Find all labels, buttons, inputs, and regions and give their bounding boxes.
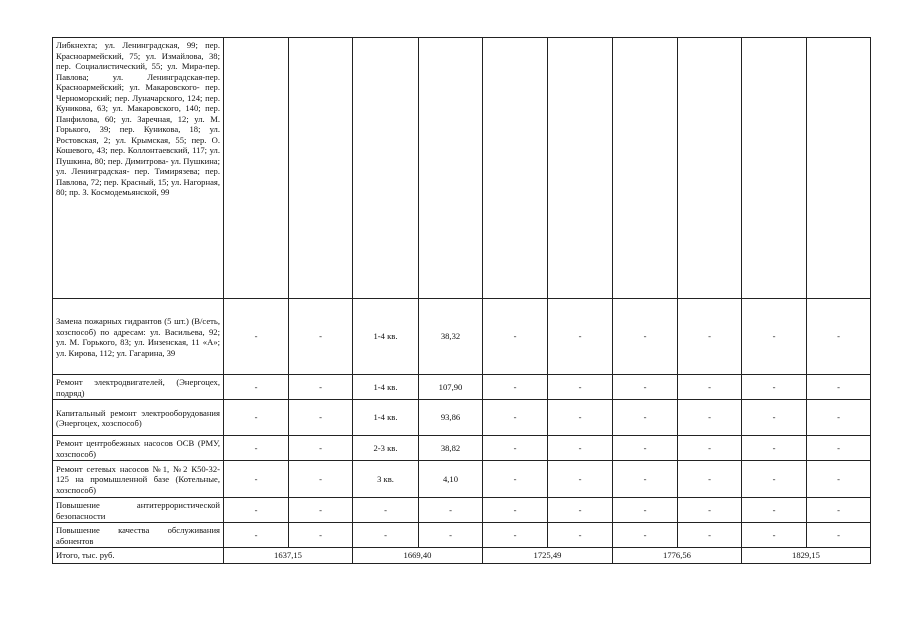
table-cell: - — [613, 436, 678, 461]
table-cell: - — [807, 461, 871, 498]
table-cell: - — [548, 375, 613, 400]
table-cell: - — [742, 436, 807, 461]
table-cell: - — [548, 436, 613, 461]
table-row — [53, 375, 871, 400]
table-cell: - — [289, 436, 353, 461]
total-value: 1669,40 — [353, 548, 483, 564]
row-description: Ремонт сетевых насосов №1, №2 К50-32-125 на промышленной базе (Котельные, хозспособ) — [53, 461, 224, 498]
row-description: Ремонт центробежных насосов ОСВ (РМУ, хозспособ) — [53, 436, 224, 461]
table-cell: - — [224, 523, 289, 548]
table-cell: - — [742, 523, 807, 548]
table-cell: - — [289, 523, 353, 548]
table-cell: - — [613, 400, 678, 436]
table-cell: - — [548, 498, 613, 523]
table-cell: 38,32 — [419, 299, 483, 375]
table-cell: - — [289, 461, 353, 498]
table-cell: 4,10 — [419, 461, 483, 498]
table-cell: - — [419, 523, 483, 548]
table-cell: - — [483, 436, 548, 461]
total-label: Итого, тыс. руб. — [53, 548, 224, 564]
table-cell — [678, 38, 742, 299]
table-cell — [483, 38, 548, 299]
table-cell — [353, 38, 419, 299]
table-cell: - — [548, 523, 613, 548]
table-cell: - — [483, 299, 548, 375]
table-cell: - — [483, 498, 548, 523]
table-row — [53, 523, 871, 548]
table-cell: - — [548, 461, 613, 498]
table-cell: 93,86 — [419, 400, 483, 436]
table-row — [53, 38, 871, 299]
table-cell: - — [807, 299, 871, 375]
table-row — [53, 299, 871, 375]
table-cell: - — [742, 461, 807, 498]
table-cell: - — [289, 299, 353, 375]
table-cell: - — [742, 400, 807, 436]
table-cell: - — [224, 461, 289, 498]
table-cell — [548, 38, 613, 299]
table-cell: - — [613, 299, 678, 375]
table-cell: - — [613, 523, 678, 548]
table-cell: - — [678, 375, 742, 400]
table-cell: - — [678, 461, 742, 498]
table-cell: - — [807, 436, 871, 461]
table-cell: - — [483, 461, 548, 498]
table-cell: - — [289, 375, 353, 400]
table-cell: 38,82 — [419, 436, 483, 461]
table-cell: 1-4 кв. — [353, 299, 419, 375]
row-description: Капитальный ремонт электрооборудования (Энергоцех, хозспособ) — [53, 400, 224, 436]
row-description: Ремонт электродвигателей, (Энергоцех, подряд) — [53, 375, 224, 400]
table-cell: - — [548, 299, 613, 375]
investment-table — [52, 37, 871, 564]
total-row — [53, 548, 871, 564]
table-cell: 107,90 — [419, 375, 483, 400]
table-cell: - — [613, 375, 678, 400]
table-cell: - — [807, 498, 871, 523]
table-cell: - — [419, 498, 483, 523]
table-cell: - — [483, 400, 548, 436]
row-description: Повышение антитеррористической безопасности — [53, 498, 224, 523]
table-cell — [742, 38, 807, 299]
total-value: 1776,56 — [613, 548, 742, 564]
table-row — [53, 498, 871, 523]
table-cell: - — [807, 523, 871, 548]
table-cell: - — [678, 299, 742, 375]
table-cell — [289, 38, 353, 299]
table-cell — [224, 38, 289, 299]
row-description: Замена пожарных гидрантов (5 шт.) (В/сеть, хозспособ) по адресам: ул. Васильева, 92; ул. М. Горького, 83; ул. Инзенская, 11 «А»; ул. Кирова, 112; ул. Гагарина, 39 — [53, 299, 224, 375]
table-cell — [419, 38, 483, 299]
table-cell: - — [678, 436, 742, 461]
table-cell: - — [678, 523, 742, 548]
table-cell: - — [678, 400, 742, 436]
total-value: 1725,49 — [483, 548, 613, 564]
table-cell: - — [613, 498, 678, 523]
table-cell: - — [742, 299, 807, 375]
table-cell: - — [807, 400, 871, 436]
table-cell: 3 кв. — [353, 461, 419, 498]
table-cell: - — [224, 498, 289, 523]
table-cell: - — [353, 498, 419, 523]
table-cell: - — [807, 375, 871, 400]
total-value: 1829,15 — [742, 548, 871, 564]
table-cell: - — [224, 375, 289, 400]
table-cell: - — [742, 375, 807, 400]
table-cell: - — [289, 498, 353, 523]
table-cell: - — [678, 498, 742, 523]
total-value: 1637,15 — [224, 548, 353, 564]
row-description: Либкнехта; ул. Ленинградская, 99; пер. Красноармейский, 75; ул. Измайлова, 38; пер. Социалистический, 55; ул. Мира-пер. Павлова; ул. Ленинградская-пер. Красноармейский; ул. Макаровского- пер. Черноморский; пер. Луначарского, 124; пер. Куникова, 63; ул. Макаровского, 140; пер. Панфилова, 60; ул. Заречная, 12; ул. М. Горького, 39; пер. Куникова, 18; ул. Ростовская, 2; ул. Крымская, 55; пер. О. Кошевого, 43; пер. Коллонтаевский, 117; ул. Пушкина, 80; пер. Димитрова- ул. Пушкина; ул. Ленинградская- пер. Тимирязева; пер. Павлова, 72; пер. Красный, 15; ул. Нагорная, 80; пр. З. Космодемьянской, 99 — [53, 38, 224, 299]
table-cell: - — [224, 299, 289, 375]
table-row — [53, 461, 871, 498]
table-cell: 2-3 кв. — [353, 436, 419, 461]
table-cell: - — [613, 461, 678, 498]
table-cell: - — [353, 523, 419, 548]
table-cell: - — [483, 375, 548, 400]
table-cell: - — [742, 498, 807, 523]
table-cell: 1-4 кв. — [353, 400, 419, 436]
row-description: Повышение качества обслуживания абонентов — [53, 523, 224, 548]
table-row — [53, 400, 871, 436]
table-cell: - — [289, 400, 353, 436]
table-cell — [807, 38, 871, 299]
table-cell: - — [224, 400, 289, 436]
table-cell: - — [224, 436, 289, 461]
table-cell: - — [548, 400, 613, 436]
table-cell: - — [483, 523, 548, 548]
table-cell: 1-4 кв. — [353, 375, 419, 400]
table-row — [53, 436, 871, 461]
table-cell — [613, 38, 678, 299]
